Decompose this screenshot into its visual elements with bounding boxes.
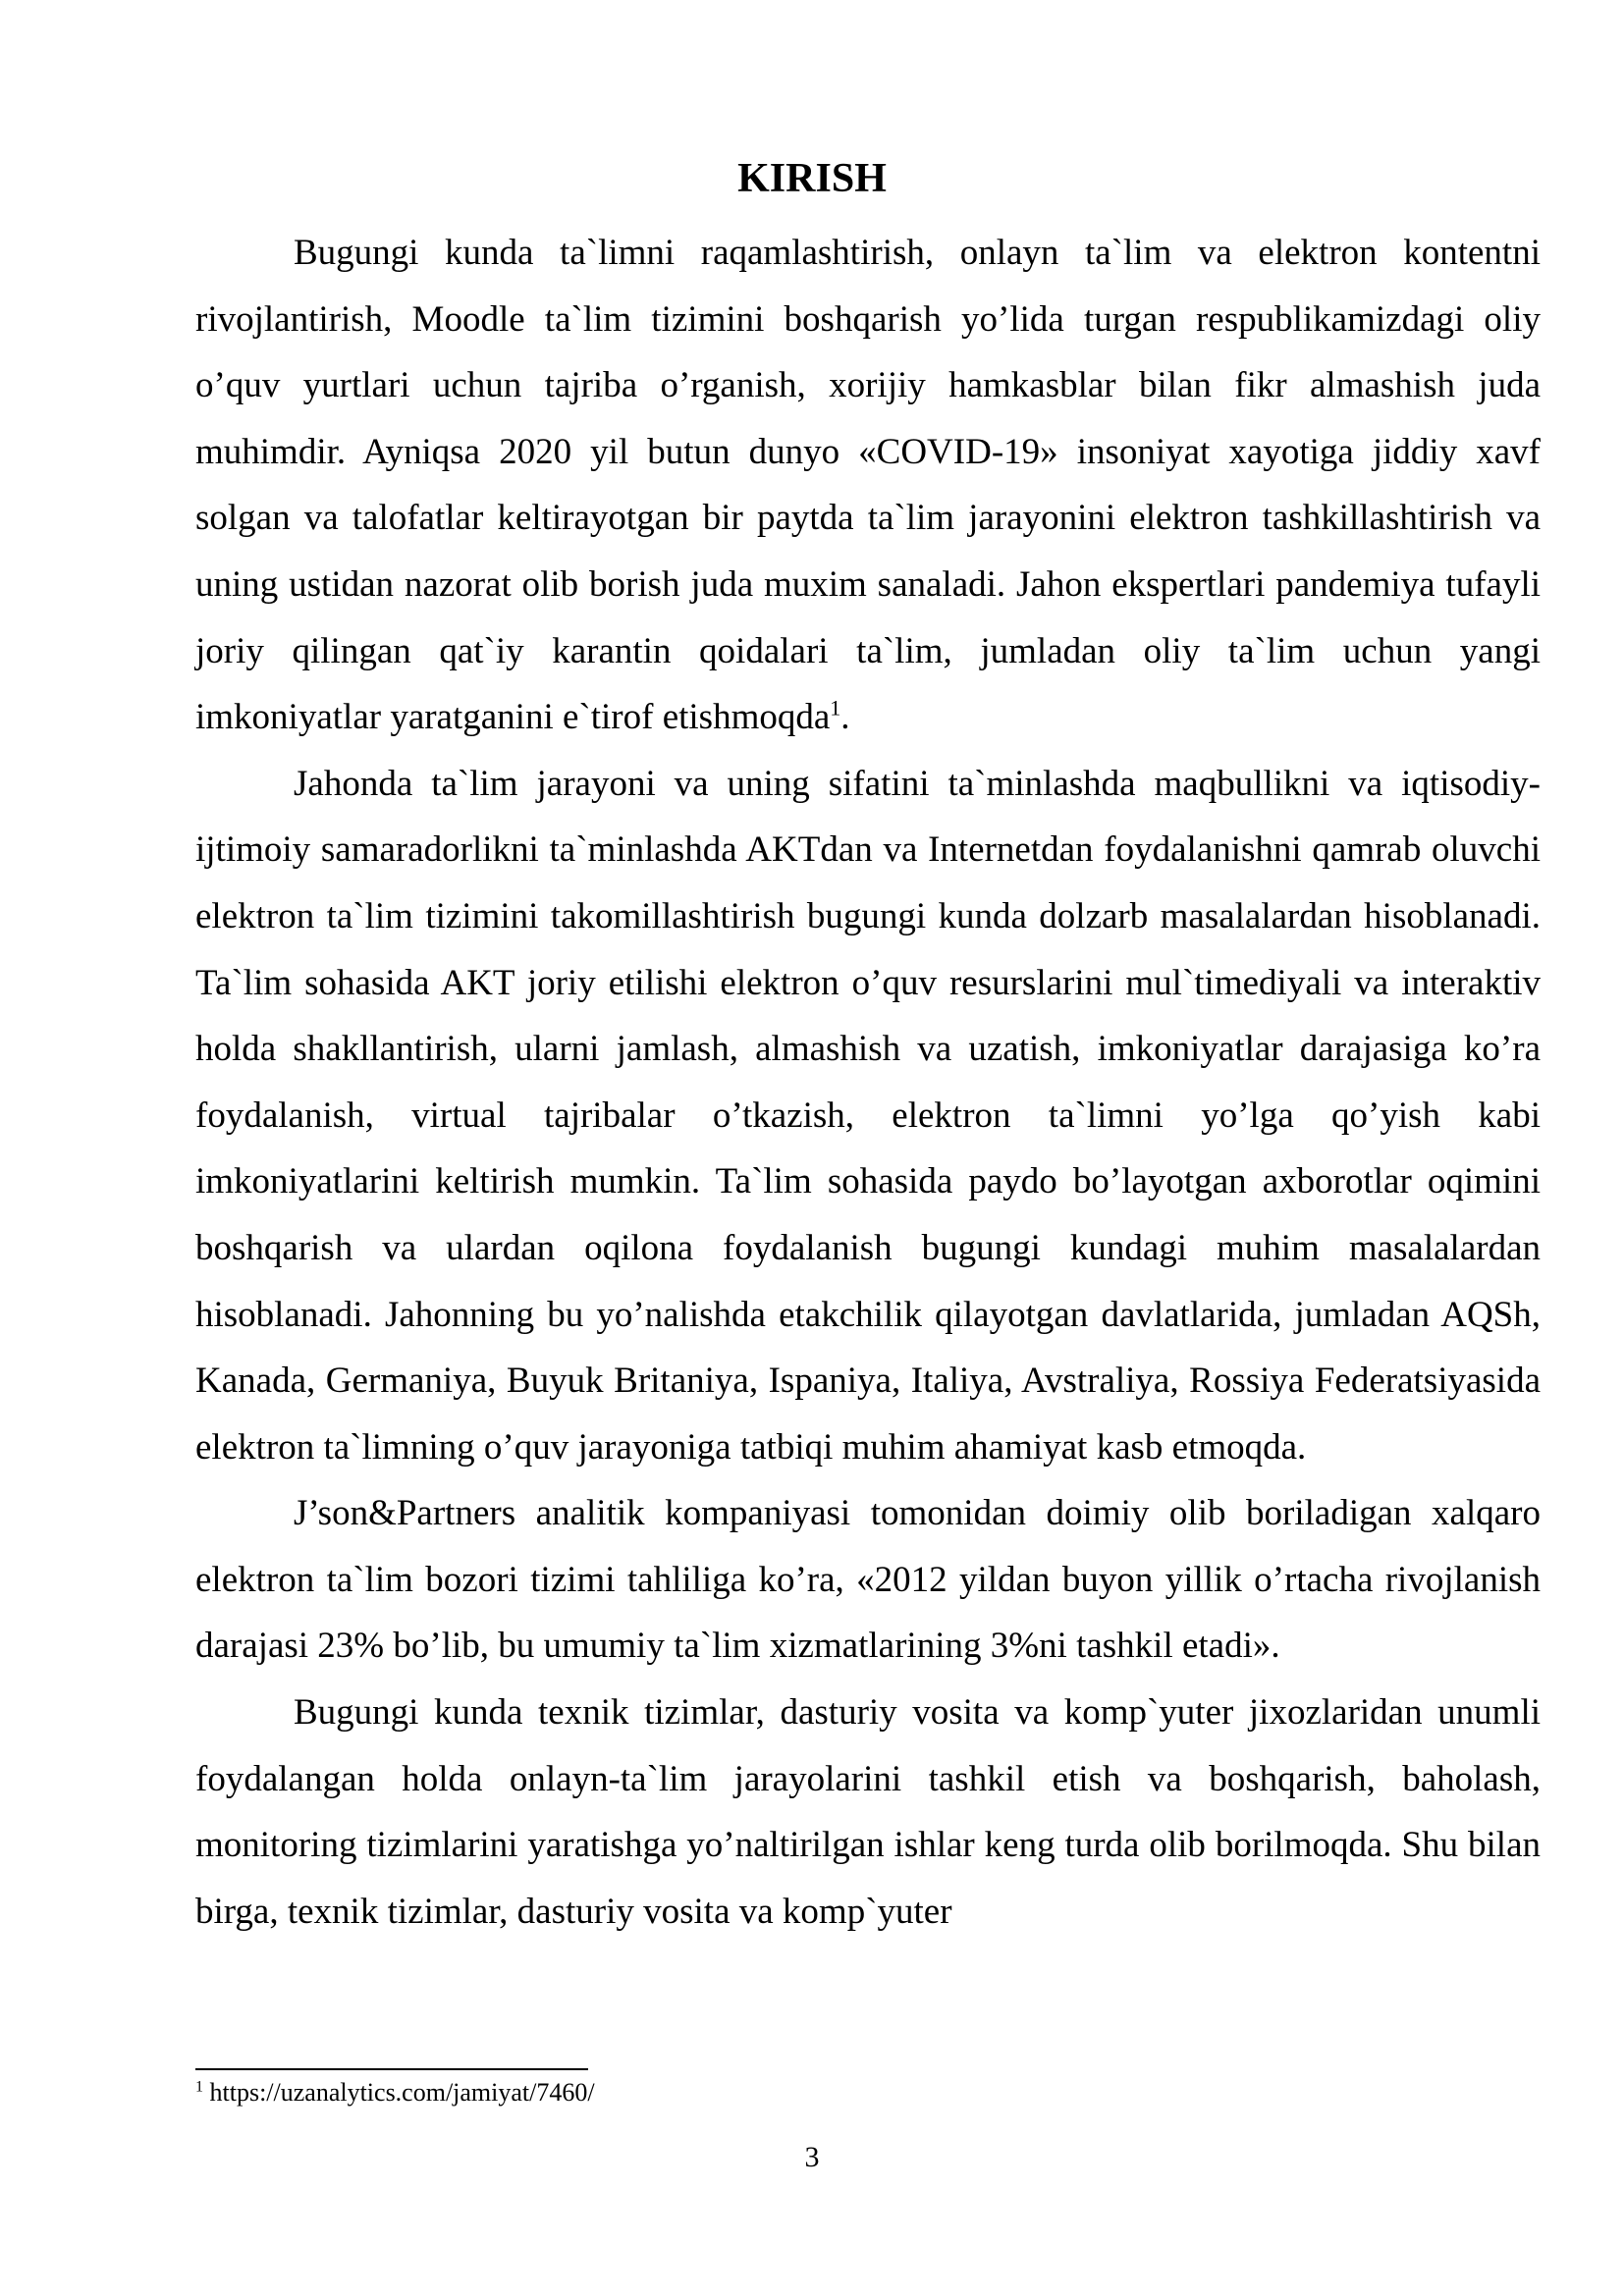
section-title: KIRISH (737, 156, 887, 201)
body-text (195, 220, 1541, 1945)
paragraph-text: Bugungi kunda ta`limni raqamlashtirish, onlayn ta`lim va elektron kontentni rivojlantirish, Moodle ta`lim tizimini boshqarish yo’lida turgan respublikamizdagi oliy o’quv yurtlari uchun tajriba o’rganish, xorijiy hamkasblar bilan fikr almashish juda muhimdir. Ayniqsa 2020 yil butun dunyo «COVID-19» insoniyat xayotiga jiddiy xavf solgan va talofatlar keltirayotgan bir paytda ta`lim jarayonini elektron tashkillashtirish va uning ustidan nazorat olib borish juda muxim sanaladi. Jahon ekspertlari pandemiya tufayli joriy qilingan qat`iy karantin qoidalari ta`lim, jumladan oliy ta`lim uchun yangi imkoniyatlar yaratganini e`tirof etishmoqda (195, 233, 1541, 738)
paragraph-online-systems: Bugungi kunda texnik tizimlar, dasturiy vosita va komp`yuter jixozlaridan unumli foydalangan holda onlayn-ta`lim jarayolarini tashkil etish va boshqarish, baholash, monitoring tizimlarini yaratishga yo’naltirilgan ishlar keng turda olib borilmoqda. Shu bilan birga, texnik tizimlar, dasturiy vosita va komp`yuter (195, 1692, 1541, 1932)
footnote (195, 2075, 595, 2110)
paragraph-tail: . (840, 697, 850, 738)
paragraph-elearning-worldwide: Jahonda ta`lim jarayoni va uning sifatini ta`minlashda maqbullikni va iqtisodiy-ijtimoiy samaradorlikni ta`minlashda AKTdan va Internetdan foydalanishni qamrab oluvchi elektron ta`lim tizimini takomillashtirish bugungi kunda dolzarb masalalardan hisoblanadi. Ta`lim sohasida AKT joriy etilishi elektron o’quv resurslarini mul`timediyali va interaktiv holda shakllantirish, ularni jamlash, almashish va uzatish, imkoniyatlar darajasiga ko’ra foydalanish, virtual tajribalar o’tkazish, elektron ta`limni yo’lga qo’yish kabi imkoniyatlarini keltirish mumkin. Ta`lim sohasida paydo bo’layotgan axborotlar oqimini boshqarish va ulardan oqilona foydalanish bugungi kundagi muhim masalalardan hisoblanadi. Jahonning bu yo’nalishda etakchilik qilayotgan davlatlarida, jumladan AQSh, Kanada, Germaniya, Buyuk Britaniya, Ispaniya, Italiya, Avstraliya, Rossiya Federatsiyasida elektron ta`limning o’quv jarayoniga tatbiqi muhim ahamiyat kasb etmoqda. (195, 763, 1541, 1468)
footnote-divider (195, 2068, 588, 2070)
paragraph-intro (195, 220, 1541, 751)
footnote-number: 1 (195, 2078, 203, 2096)
footnote-reference[interactable]: 1 (830, 695, 841, 721)
page-number: 3 (804, 2141, 820, 2173)
footnote-link[interactable]: https://uzanalytics.com/jamiyat/7460/ (203, 2078, 595, 2107)
paragraph-market-analysis: J’son&Partners analitik kompaniyasi tomonidan doimiy olib boriladigan xalqaro elektron ta`lim bozori tizimi tahliliga ko’ra, «2012 yildan buyon yillik o’rtacha rivojlanish darajasi 23% bo’lib, bu umumiy ta`lim xizmatlarining 3%ni tashkil etadi». (195, 1493, 1541, 1667)
